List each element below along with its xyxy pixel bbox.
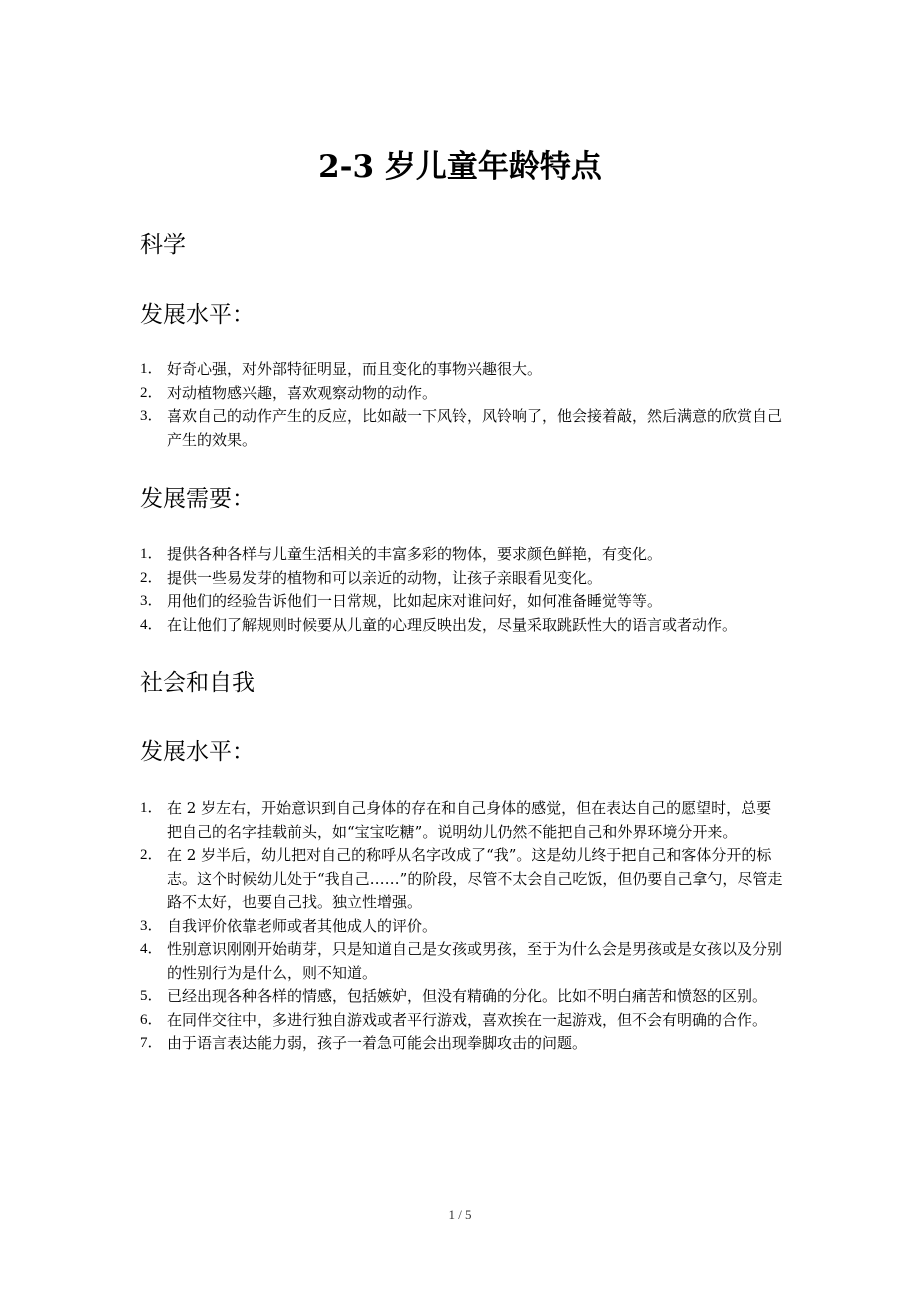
list-item-text: 用他们的经验告诉他们一日常规，比如起床对谁问好，如何准备睡觉等等。 <box>167 592 663 610</box>
list-number: 3． <box>140 593 163 609</box>
list-number: 2． <box>140 569 163 586</box>
list-number: 3． <box>140 408 163 424</box>
list-number: 2． <box>140 847 163 863</box>
science-level-list <box>140 358 784 452</box>
list-item <box>140 844 784 915</box>
section-heading-science: 科学 <box>140 232 186 258</box>
list-item-text: 提供各种各样与儿童生活相关的丰富多彩的物体，要求颜色鲜艳，有变化。 <box>167 545 663 563</box>
list-item-text: 自我评价依靠老师或者其他成人的评价。 <box>167 916 438 935</box>
page-number: 1 / 5 <box>448 1207 472 1222</box>
list-item-text: 已经出现各种各样的情感，包括嫉妒，但没有精确的分化。比如不明白痛苦和愤怒的区别。 <box>167 987 768 1005</box>
list-item-text: 对动植物感兴趣，喜欢观察动物的动作。 <box>167 383 438 402</box>
list-item-text: 在 2 岁左右，开始意识到自己身体的存在和自己身体的感觉，但在表达自己的愿望时，总要把自己的名字挂载前头，如“宝宝吃糖”。说明幼儿仍然不能把自己和外界环境分开来。 <box>167 799 772 841</box>
list-item-text: 好奇心强，对外部特征明显，而且变化的事物兴趣很大。 <box>167 360 543 378</box>
list-item-text: 提供一些易发芽的植物和可以亲近的动物，让孩子亲眼看见变化。 <box>167 568 603 587</box>
list-item <box>140 358 784 382</box>
list-number: 7． <box>140 1035 163 1051</box>
list-item <box>140 797 784 844</box>
subsection-heading-science-needs: 发展需要： <box>140 486 255 512</box>
list-item-text: 由于语言表达能力弱，孩子一着急可能会出现拳脚攻击的问题。 <box>167 1034 588 1052</box>
science-needs-list <box>140 543 784 637</box>
list-number: 4． <box>140 616 163 633</box>
list-item <box>140 590 784 614</box>
list-number: 6． <box>140 1011 163 1028</box>
page-title: 2-3 岁儿童年龄特点 <box>318 149 602 185</box>
list-item-text: 喜欢自己的动作产生的反应，比如敲一下风铃，风铃响了，他会接着敲，然后满意的欣赏自己产生的效果。 <box>167 407 783 449</box>
list-item-text: 性别意识刚刚开始萌芽，只是知道自己是女孩或男孩，至于为什么会是男孩或是女孩以及分别的性别行为是什么，则不知道。 <box>167 940 783 982</box>
list-item <box>140 543 784 567</box>
subsection-heading-social-level: 发展水平： <box>140 739 255 765</box>
subsection-heading-science-level: 发展水平： <box>140 302 255 328</box>
list-item <box>140 915 784 939</box>
list-item <box>140 567 784 591</box>
list-item <box>140 405 784 452</box>
social-level-list <box>140 797 784 1056</box>
list-item-text: 在 2 岁半后，幼儿把对自己的称呼从名字改成了“我”。这是幼儿终于把自己和客体分开的标志。这个时候幼儿处于“我自己……”的阶段，尽管不太会自己吃饭，但仍要自己拿勺，尽管走路不太好，也要自己找。独立性增强。 <box>167 846 783 911</box>
list-item <box>140 938 784 985</box>
list-item <box>140 614 784 638</box>
list-number: 1． <box>140 361 163 377</box>
list-item-text: 在同伴交往中，多进行独自游戏或者平行游戏，喜欢挨在一起游戏，但不会有明确的合作。 <box>167 1010 768 1029</box>
list-number: 3． <box>140 917 163 934</box>
list-item <box>140 985 784 1009</box>
list-number: 2． <box>140 384 163 401</box>
list-item <box>140 1009 784 1033</box>
list-number: 5． <box>140 988 163 1004</box>
list-number: 1． <box>140 800 163 816</box>
list-item <box>140 1032 784 1056</box>
section-heading-social-self: 社会和自我 <box>140 670 255 696</box>
list-number: 1． <box>140 546 163 562</box>
list-item <box>140 382 784 406</box>
list-number: 4． <box>140 941 163 957</box>
list-item-text: 在让他们了解规则时候要从儿童的心理反映出发，尽量采取跳跃性大的语言或者动作。 <box>167 615 738 634</box>
